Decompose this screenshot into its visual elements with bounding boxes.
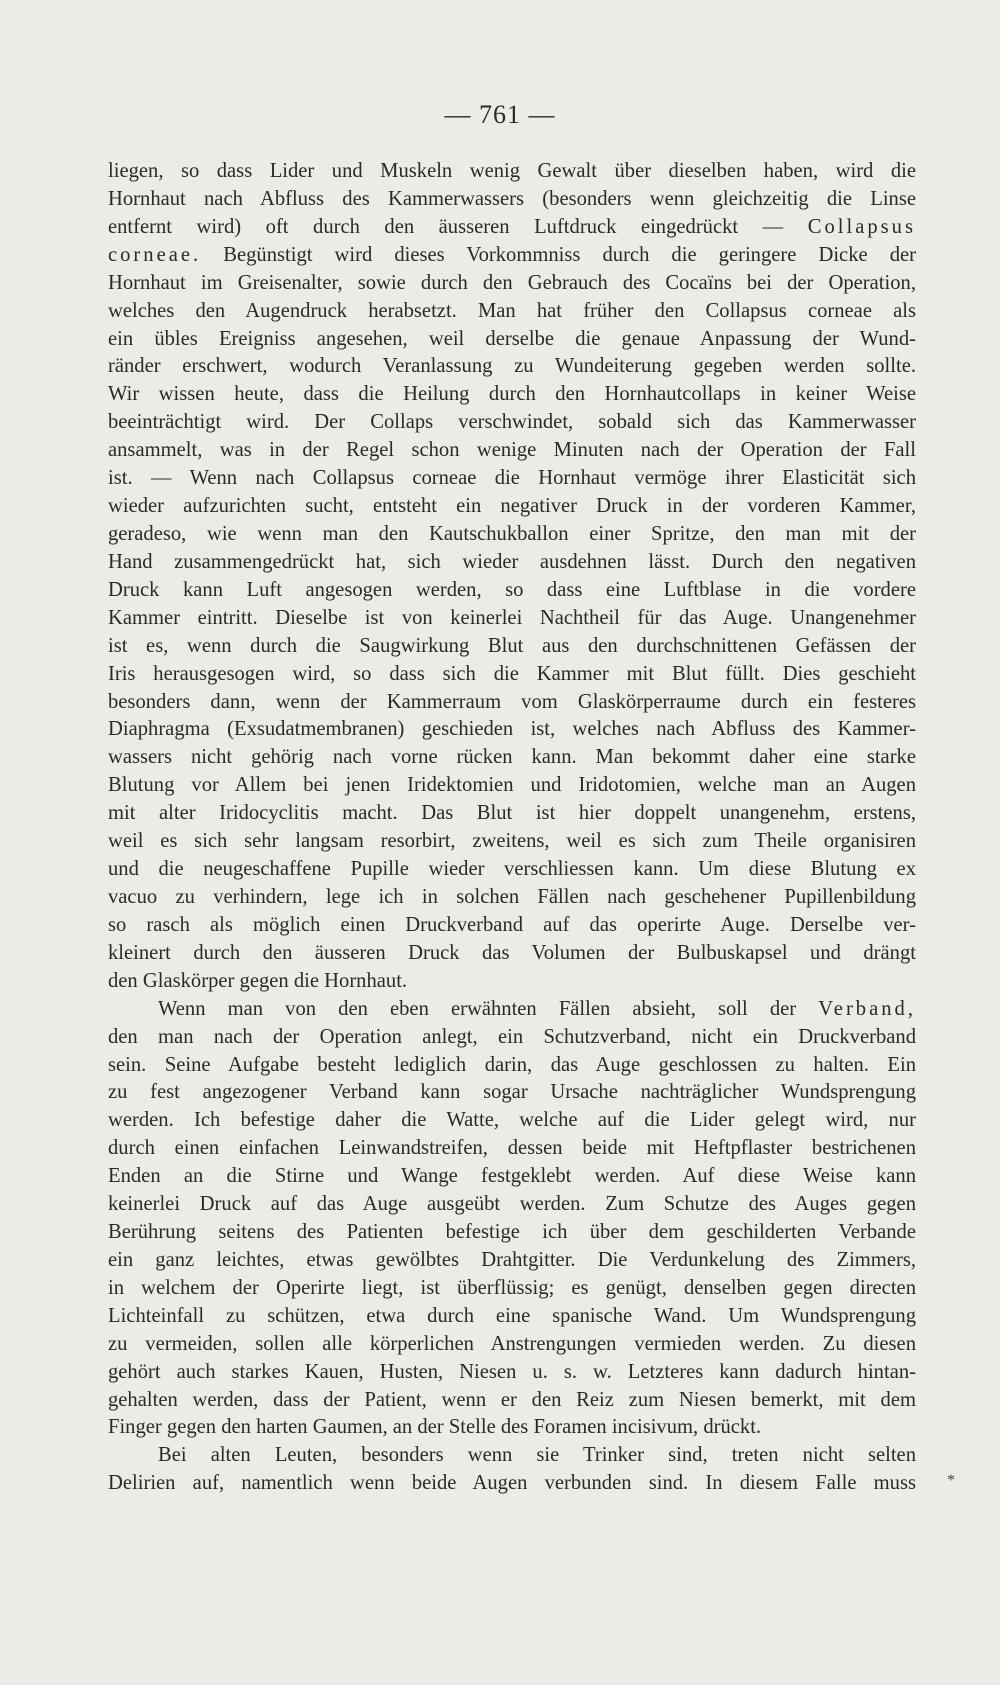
text-line	[108, 884, 916, 912]
margin-mark: *	[947, 1472, 955, 1489]
line-text: in welchem der Operirte liegt, ist überflüssig; es genügt, denselben gegen directen	[108, 1276, 916, 1299]
line-text: Collapsus	[807, 215, 916, 238]
text-line	[108, 409, 916, 437]
line-text: wassers nicht gehörig nach vorne rücken kann. Man bekommt daher eine starke	[108, 746, 916, 769]
line-text: vacuo zu verhindern, lege ich in solchen Fällen nach geschehener Pupillenbildung	[108, 885, 916, 908]
text-line	[108, 633, 916, 661]
line-text: sein. Seine Aufgabe besteht lediglich darin, das Auge geschlossen zu halten. Ein	[108, 1053, 916, 1076]
line-text: mit alter Iridocyclitis macht. Das Blut ist hier doppelt unangenehm, erstens,	[108, 802, 916, 825]
text-line	[108, 577, 916, 605]
line-text: beeinträchtigt wird. Der Collaps verschwindet, sobald sich das Kammerwasser	[108, 411, 916, 434]
text-line	[108, 605, 916, 633]
text-line	[108, 1163, 916, 1191]
line-text: Begünstigt wird dieses Vorkommniss durch die geringere Dicke der	[201, 243, 916, 266]
line-text: weil es sich sehr langsam resorbirt, zweitens, weil es sich zum Theile organisiren	[108, 830, 916, 853]
line-text: Delirien auf, namentlich wenn beide Augen verbunden sind. In diesem Falle muss	[108, 1472, 916, 1495]
text-line	[108, 353, 916, 381]
line-text: Hornhaut nach Abfluss des Kammerwassers (besonders wenn gleichzeitig die Linse	[108, 187, 916, 210]
line-text: besonders dann, wenn der Kammerraum vom Glaskörperraume durch ein festeres	[108, 690, 916, 713]
text-line	[108, 772, 916, 800]
text-line	[108, 856, 916, 884]
line-text: entfernt wird) oft durch den äusseren Luftdruck eingedrückt —	[108, 215, 808, 238]
text-line	[108, 493, 916, 521]
text-line	[108, 465, 916, 493]
line-text: gehalten werden, dass der Patient, wenn er den Reiz zum Niesen bemerkt, mit dem	[108, 1388, 916, 1411]
line-text: wieder aufzurichten sucht, entsteht ein negativer Druck in der vorderen Kammer,	[108, 495, 916, 518]
line-text: Finger gegen den harten Gaumen, an der Stelle des Foramen incisivum, drückt.	[108, 1416, 762, 1439]
text-line	[108, 1079, 916, 1107]
text-line	[108, 940, 916, 968]
text-line	[108, 1331, 916, 1359]
text-line	[108, 381, 916, 409]
line-text: Bei alten Leuten, besonders wenn sie Trinker sind, treten nicht selten	[158, 1444, 916, 1467]
line-text: den man nach der Operation anlegt, ein Schutzverband, nicht ein Druckverband	[108, 1025, 916, 1048]
line-text: kleinert durch den äusseren Druck das Volumen der Bulbuskapsel und drängt	[108, 941, 916, 964]
text-line	[108, 549, 916, 577]
line-text: Wenn man von den eben erwähnten Fällen absieht, soll der	[158, 997, 819, 1020]
line-text: so rasch als möglich einen Druckverband auf das operirte Auge. Derselbe ver-	[108, 913, 916, 936]
text-line	[108, 661, 916, 689]
line-text: Wir wissen heute, dass die Heilung durch den Hornhautcollaps in keiner Weise	[108, 383, 916, 406]
text-line	[108, 689, 916, 717]
text-line	[108, 1135, 916, 1163]
text-line	[108, 158, 916, 186]
line-text: und die neugeschaffene Pupille wieder verschliessen kann. Um diese Blutung ex	[108, 858, 916, 881]
text-line	[108, 1052, 916, 1080]
text-line	[108, 521, 916, 549]
line-text: den Glaskörper gegen die Hornhaut.	[108, 969, 408, 992]
line-text: Verband,	[818, 997, 916, 1020]
text-line	[108, 996, 916, 1024]
line-text: werden. Ich befestige daher die Watte, welche auf die Lider gelegt wird, nur	[108, 1109, 916, 1132]
text-line	[108, 298, 916, 326]
line-text: zu fest angezogener Verband kann sogar Ursache nachträglicher Wundsprengung	[108, 1081, 916, 1104]
line-text: Blutung vor Allem bei jenen Iridektomien und Iridotomien, welche man an Augen	[108, 774, 916, 797]
line-text: zu vermeiden, sollen alle körperlichen Anstrengungen vermieden werden. Zu diesen	[108, 1332, 916, 1355]
line-text: Iris herausgesogen wird, so dass sich die Kammer mit Blut füllt. Dies geschieht	[108, 662, 916, 685]
line-text: liegen, so dass Lider und Muskeln wenig Gewalt über dieselben haben, wird die	[108, 160, 916, 182]
page-number: — 761 —	[444, 100, 556, 129]
line-text: Berührung seitens des Patienten befestige ich über dem geschilderten Verbande	[108, 1221, 916, 1244]
line-text: Hand zusammengedrückt hat, sich wieder ausdehnen lässt. Durch den negativen	[108, 550, 916, 573]
text-line	[108, 186, 916, 214]
body-text	[108, 158, 916, 1498]
text-line	[108, 1191, 916, 1219]
line-text: ränder erschwert, wodurch Veranlassung zu Wundeiterung gegeben werden sollte.	[108, 355, 916, 378]
text-line	[108, 1107, 916, 1135]
line-text: ein übles Ereigniss angesehen, weil derselbe die genaue Anpassung der Wund-	[108, 327, 916, 350]
text-line	[108, 1442, 916, 1470]
text-line	[108, 1247, 916, 1275]
text-line	[108, 326, 916, 354]
line-text: corneae.	[108, 243, 202, 266]
text-line	[108, 1470, 916, 1498]
line-text: Kammer eintritt. Dieselbe ist von keinerlei Nachtheil für das Auge. Unangenehmer	[108, 606, 916, 629]
line-text: Druck kann Luft angesogen werden, so dass eine Luftblase in die vordere	[108, 578, 916, 601]
text-line	[108, 1024, 916, 1052]
line-text: welches den Augendruck herabsetzt. Man hat früher den Collapsus corneae als	[108, 299, 916, 322]
line-text: geradeso, wie wenn man den Kautschukballon einer Spritze, den man mit der	[108, 522, 916, 545]
text-line	[108, 1387, 916, 1415]
line-text: keinerlei Druck auf das Auge ausgeübt werden. Zum Schutze des Auges gegen	[108, 1193, 916, 1216]
line-text: ansammelt, was in der Regel schon wenige Minuten nach der Operation der Fall	[108, 439, 916, 462]
text-line	[108, 800, 916, 828]
line-text: ist. — Wenn nach Collapsus corneae die Hornhaut vermöge ihrer Elasticität sich	[108, 467, 916, 490]
text-line	[108, 1219, 916, 1247]
line-text: Enden an die Stirne und Wange festgeklebt werden. Auf diese Weise kann	[108, 1165, 916, 1188]
line-text: ist es, wenn durch die Saugwirkung Blut aus den durchschnittenen Gefässen der	[108, 634, 916, 657]
text-line	[108, 912, 916, 940]
text-line	[108, 1414, 916, 1442]
line-text: Hornhaut im Greisenalter, sowie durch den Gebrauch des Cocaïns bei der Operation,	[108, 271, 916, 294]
line-text: ein ganz leichtes, etwas gewölbtes Drahtgitter. Die Verdunkelung des Zimmers,	[108, 1248, 916, 1271]
line-text: Lichteinfall zu schützen, etwa durch eine spanische Wand. Um Wundsprengung	[108, 1304, 916, 1327]
text-line	[108, 716, 916, 744]
text-line	[108, 828, 916, 856]
text-line	[108, 242, 916, 270]
text-line	[108, 1275, 916, 1303]
text-line	[108, 1303, 916, 1331]
text-line	[108, 744, 916, 772]
text-line	[108, 214, 916, 242]
text-line	[108, 437, 916, 465]
line-text: gehört auch starkes Kauen, Husten, Niesen u. s. w. Letzteres kann dadurch hintan-	[108, 1360, 916, 1383]
text-line	[108, 968, 916, 996]
line-text: durch einen einfachen Leinwandstreifen, dessen beide mit Heftpflaster bestrichenen	[108, 1137, 916, 1160]
line-text: Diaphragma (Exsudatmembranen) geschieden ist, welches nach Abfluss des Kammer-	[108, 718, 916, 741]
text-line	[108, 1359, 916, 1387]
text-line	[108, 270, 916, 298]
